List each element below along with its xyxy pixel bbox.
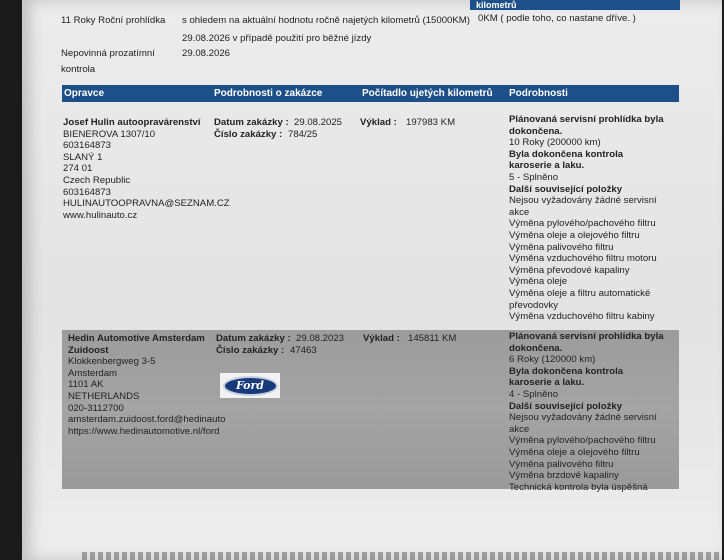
header-bar-label: kilometrů <box>476 0 517 10</box>
detail-line: Výměna pylového/pachového filtru <box>509 218 656 230</box>
date-label: Datum zakázky : <box>214 117 289 128</box>
km-label: Výklad : <box>360 117 397 128</box>
repairer-line: 1101 AK <box>68 379 104 391</box>
detail-line: akce <box>509 206 530 218</box>
repairer-line: Amsterdam <box>68 367 118 379</box>
date-label: Datum zakázky : <box>216 333 291 344</box>
inspection-description: s ohledem na aktuální hodnotu ročně najetých kilometrů (15000KM) <box>182 15 470 26</box>
repairer-line: BIENEROVA 1307/10 <box>63 128 156 140</box>
km-label: Výklad : <box>363 333 400 344</box>
repairer-line: 603164873 <box>63 186 112 198</box>
detail-line: Další související položky <box>509 400 623 412</box>
ford-oval-icon <box>223 376 278 396</box>
repairer-name: Hedin Automotive Amsterdam <box>68 333 205 344</box>
optional-date: 29.08.2026 <box>182 48 231 59</box>
detail-line: převodovky <box>509 299 559 311</box>
detail-line: Technická kontrola byla úspěšná <box>509 481 648 493</box>
detail-line: karoserie a laku. <box>509 377 585 389</box>
col-repairer: Opravce <box>64 88 105 99</box>
detail-line: 10 Roky (200000 km) <box>509 137 601 149</box>
detail-line: Další související položky <box>509 183 623 195</box>
detail-line: Plánovaná servisní prohlídka byla <box>509 114 664 125</box>
detail-line: Výměna oleje a olejového filtru <box>509 446 640 458</box>
detail-line: dokončena. <box>509 125 563 137</box>
col-order-details: Podrobnosti o zakázce <box>214 88 323 99</box>
repairer-line: NETHERLANDS <box>68 390 140 402</box>
details-list <box>509 114 664 323</box>
km-value: 197983 KM <box>406 117 456 128</box>
repairer-line: 603164873 <box>63 140 112 152</box>
repairer-line: Klokkenbergweg 3-5 <box>68 356 156 368</box>
repairer-line: Czech Republic <box>63 174 131 186</box>
repairer-line: 274 01 <box>63 163 93 175</box>
detail-line: Výměna oleje a filtru automatické <box>509 287 651 299</box>
detail-line: Byla dokončena kontrola <box>509 148 624 160</box>
optional-label: Nepovinná prozatímní <box>61 48 155 59</box>
order-label: Číslo zakázky : <box>216 345 285 356</box>
header-bar <box>470 0 680 10</box>
repairer-line: 020-3112700 <box>68 402 124 414</box>
detail-line: Výměna brzdové kapaliny <box>509 470 619 482</box>
inspection-label: 11 Roky Roční prohlídka <box>61 15 166 26</box>
detail-line: Byla dokončena kontrola <box>509 365 624 377</box>
order-date: 29.08.2025 <box>294 117 343 128</box>
order-number: 784/25 <box>288 129 318 140</box>
col-details: Podrobnosti <box>509 88 568 99</box>
repairer-line: www.hulinauto.cz <box>63 209 138 221</box>
detail-line: Výměna pylového/pachového filtru <box>509 435 656 447</box>
detail-line: Výměna převodové kapaliny <box>509 264 630 276</box>
detail-line: 4 - Splněno <box>509 388 559 400</box>
order-label: Číslo zakázky : <box>214 129 283 140</box>
detail-line: karoserie a laku. <box>509 160 585 172</box>
detail-line: dokončena. <box>509 342 563 354</box>
detail-line: 5 - Splněno <box>509 171 559 183</box>
details-list <box>509 331 664 493</box>
detail-line: Výměna oleje <box>509 276 568 288</box>
repairer-line: SLANÝ 1 <box>63 151 103 163</box>
repairer-name: Josef Hulin autoopravárenství <box>63 117 201 128</box>
document-page <box>22 0 722 560</box>
optional-label-2: kontrola <box>61 64 96 75</box>
logo-text: Ford <box>235 379 265 392</box>
repairer-line: https://www.hedinautomotive.nl/ford <box>68 425 220 437</box>
table-header <box>62 85 679 102</box>
repairer-name-2: Zuidoost <box>68 344 109 356</box>
detail-line: Plánovaná servisní prohlídka byla <box>509 331 664 342</box>
km-value: 145811 KM <box>408 333 457 344</box>
col-odometer: Počítadlo ujetých kilometrů <box>362 88 493 99</box>
repairer-line: HULINAUTOOPRAVNA@SEZNAM.CZ <box>63 198 230 210</box>
detail-line: Výměna oleje a olejového filtru <box>509 229 640 241</box>
detail-line: Nejsou vyžadovány žádné servisní <box>509 195 657 207</box>
detail-line: akce <box>509 423 530 435</box>
inspection-km: 0KM ( podle toho, co nastane dříve. ) <box>478 13 636 24</box>
detail-line: Výměna vzduchového filtru motoru <box>509 253 657 265</box>
detail-line: Výměna vzduchového filtru kabiny <box>509 311 655 323</box>
detail-line: 6 Roky (120000 km) <box>509 354 596 366</box>
order-number: 47463 <box>290 345 317 356</box>
cutoff-text-line <box>82 552 722 560</box>
ford-logo <box>220 373 280 398</box>
detail-line: Výměna palivového filtru <box>509 241 614 253</box>
inspection-date-note: 29.08.2026 v případě použití pro běžné jízdy <box>182 33 372 44</box>
order-date: 29.08.2023 <box>296 333 345 344</box>
detail-line: Výměna palivového filtru <box>509 458 614 470</box>
repairer-line: amsterdam.zuidoost.ford@hedinauto <box>68 414 226 426</box>
detail-line: Nejsou vyžadovány žádné servisní <box>509 412 657 424</box>
